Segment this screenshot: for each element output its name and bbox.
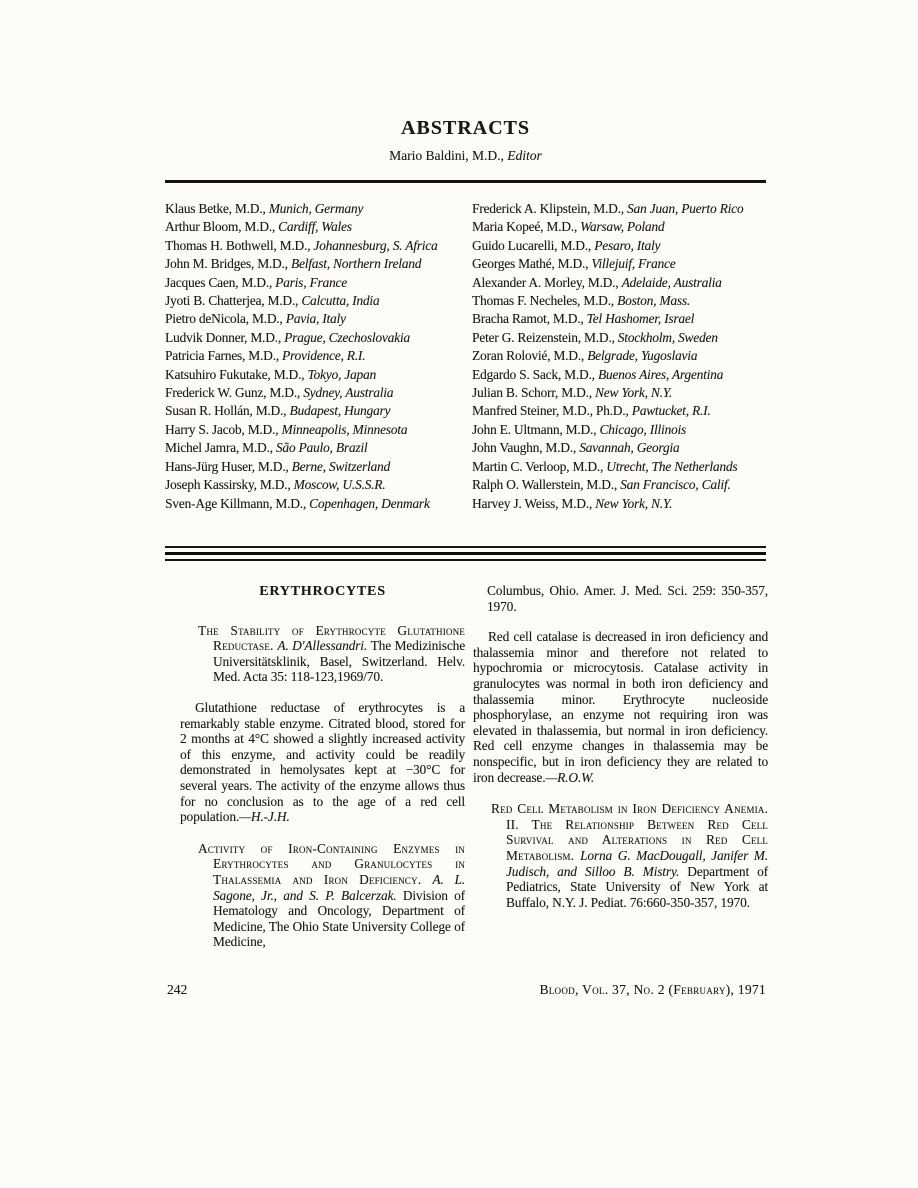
editor-entry: [165, 237, 472, 255]
editor-role: Editor: [507, 148, 542, 163]
editor-entry: [165, 310, 472, 328]
editor-entry: [472, 218, 766, 236]
editor-entry-location: Moscow, U.S.S.R.: [293, 477, 386, 493]
header-rule: [165, 180, 766, 183]
editor-entry: [472, 274, 766, 292]
editor-entry-location: Stockholm, Sweden: [617, 329, 718, 345]
divider-line-bottom: [165, 559, 766, 561]
citation-title: Red Cell Metabolism in Iron Deficiency Anemia. II. The Relationship Between Red Cell Survival and Alterations in Red Cell Metabolism.: [491, 801, 768, 863]
editor-entry-name: Hans-Jürg Huser, M.D.,: [165, 458, 292, 474]
editor-entry: [165, 200, 472, 218]
abstract-citation: [473, 801, 768, 910]
editor-entry-name: Thomas F. Necheles, M.D.,: [472, 293, 618, 309]
reviewer-initials: —H.-J.H.: [239, 809, 290, 825]
editor-entry-location: Sydney, Australia: [303, 385, 394, 401]
editor-entry-name: Ludvik Donner, M.D.,: [165, 329, 285, 345]
editor-entry-name: Manfred Steiner, M.D., Ph.D.,: [472, 403, 632, 419]
editor-entry-location: Paris, France: [275, 274, 347, 290]
citation-affiliation: The Medizinische Universitätsklinik, Basel, Switzerland. Helv. Med. Acta 35: 118-123,1969/70.: [213, 638, 465, 685]
editor-entry-location: Berne, Switzerland: [291, 458, 390, 474]
editor-entry-name: Harvey J. Weiss, M.D.,: [472, 495, 596, 511]
editors-column-right: [472, 200, 766, 513]
editor-entry-location: Johannesburg, S. Africa: [313, 237, 438, 253]
editor-entry-name: Harry S. Jacob, M.D.,: [165, 421, 282, 437]
editor-entry-name: Michel Jamra, M.D.,: [165, 440, 276, 456]
editor-entry-name: Georges Mathé, M.D.,: [472, 256, 592, 272]
citation-affiliation: Division of Hematology and Oncology, Department of Medicine, The Ohio State University College of Medicine,: [213, 887, 465, 950]
abstract-citation: [180, 841, 465, 950]
editor-entry: [165, 458, 472, 476]
editor-entry: [472, 366, 766, 384]
editor-entry: [165, 384, 472, 402]
editorial-board: [165, 200, 766, 513]
editor-entry-location: Utrecht, The Netherlands: [606, 458, 738, 474]
editor-entry-name: Thomas H. Bothwell, M.D.,: [165, 237, 314, 253]
divider-line-middle: [165, 552, 766, 555]
editor-entry: [472, 237, 766, 255]
reviewer-initials: —R.O.W.: [545, 769, 595, 785]
editor-entry-name: Jacques Caen, M.D.,: [165, 274, 276, 290]
editor-entry-location: Belgrade, Yugoslavia: [587, 348, 698, 364]
editor-entry-location: Tokyo, Japan: [307, 366, 376, 382]
editor-entry-location: Providence, R.I.: [282, 348, 366, 364]
citation-continuation-text: Columbus, Ohio. Amer. J. Med. Sci. 259: 350-357, 1970.: [487, 583, 768, 614]
citation-authors: A. L. Sagone, Jr., and S. P. Balcerzak.: [213, 871, 465, 903]
editor-entry-location: Villejuif, France: [591, 256, 676, 272]
citation-authors: A. D'Allessandri.: [277, 638, 371, 654]
editor-entry: [472, 421, 766, 439]
editor-entry-name: Jyoti B. Chatterjea, M.D.,: [165, 293, 302, 309]
journal-footer: Blood, Vol. 37, No. 2 (February), 1971: [539, 982, 766, 997]
abstracts-left-column: [180, 583, 465, 965]
editor-entry: [165, 255, 472, 273]
abstracts-right-column: [473, 583, 768, 965]
editor-entry: [165, 439, 472, 457]
editor-entry-name: Peter G. Reizenstein, M.D.,: [472, 329, 618, 345]
editor-entry-location: Belfast, Northern Ireland: [290, 256, 422, 272]
citation-title: Activity of Iron-Containing Enzymes in Erythrocytes and Granulocytes in Thalassemia and Iron Deficiency.: [198, 840, 465, 887]
editor-entry-location: Pawtucket, R.I.: [631, 403, 711, 419]
editor-entry-location: San Francisco, Calif.: [620, 477, 731, 493]
editor-entry-location: San Juan, Puerto Rico: [627, 201, 744, 216]
editor-entry-name: Sven-Age Killmann, M.D.,: [165, 495, 310, 511]
editor-entry-name: John M. Bridges, M.D.,: [165, 256, 291, 272]
editor-entry-name: Klaus Betke, M.D.,: [165, 201, 269, 216]
editor-entry: [472, 476, 766, 494]
editor-entry-name: Edgardo S. Sack, M.D.,: [472, 366, 598, 382]
editor-entry-location: Chicago, Illinois: [599, 421, 687, 437]
editor-entry-location: Savannah, Georgia: [579, 440, 680, 456]
editor-entry-location: New York, N.Y.: [595, 385, 672, 401]
editor-entry-name: Alexander A. Morley, M.D.,: [472, 274, 622, 290]
editor-entry: [165, 329, 472, 347]
editor-entry-name: Bracha Ramot, M.D.,: [472, 311, 587, 327]
editor-entry-name: Susan R. Hollán, M.D.,: [165, 403, 290, 419]
editor-entry-name: Frederick A. Klipstein, M.D.,: [472, 201, 628, 216]
abstract-body-text: Glutathione reductase of erythrocytes is a remarkably stable enzyme. Citrated blood, stored for 2 months at 4°C showed a slightly increased activity of this enzyme, and activity could be readily demonstrated in hemolysates kept at −30°C for several years. The activity of the enzyme allows thus for no conclusion as to the age of a red cell population.: [180, 699, 465, 825]
editor-entry-name: Arthur Bloom, M.D.,: [165, 219, 279, 235]
citation-continuation: [473, 583, 768, 614]
editor-entry: [165, 218, 472, 236]
page-number: 242: [167, 982, 188, 997]
abstract-body: [180, 700, 465, 825]
editor-entry: [472, 458, 766, 476]
editor-entry-location: New York, N.Y.: [595, 495, 673, 511]
editor-entry: [165, 366, 472, 384]
editor-entry: [472, 310, 766, 328]
abstract-body: [473, 629, 768, 785]
editor-entry-location: Budapest, Hungary: [289, 403, 391, 419]
editor-entry: [165, 421, 472, 439]
editor-entry-name: Frederick W. Gunz, M.D.,: [165, 385, 304, 401]
editor-entry-location: Copenhagen, Denmark: [309, 495, 430, 511]
editor-entry-name: Julian B. Schorr, M.D.,: [472, 385, 595, 401]
editor-entry-location: Prague, Czechoslovakia: [284, 329, 410, 345]
editor-entry-name: Martin C. Verloop, M.D.,: [472, 458, 607, 474]
masthead: [165, 117, 766, 164]
editor-entry-location: São Paulo, Brazil: [275, 440, 368, 456]
editor-entry-location: Adelaide, Australia: [621, 274, 722, 290]
editor-name: Mario Baldini, M.D.,: [389, 148, 504, 163]
abstracts-section: [180, 583, 768, 965]
abstracts-left-blocks: [180, 623, 465, 950]
editor-entry: [165, 347, 472, 365]
editor-entry-name: Zoran Rolovié, M.D.,: [472, 348, 588, 364]
section-heading-erythrocytes: ERYTHROCYTES: [259, 584, 386, 599]
editor-entry-name: Joseph Kassirsky, M.D.,: [165, 477, 294, 493]
editor-entry-location: Boston, Mass.: [617, 293, 691, 309]
editor-entry: [472, 329, 766, 347]
section-divider-rule: [165, 546, 766, 561]
citation-affiliation: Department of Pediatrics, State University of New York at Buffalo, N.Y. J. Pediat. 76:660-350-357, 1970.: [506, 863, 768, 910]
editor-entry-location: Warsaw, Poland: [580, 219, 665, 235]
editor-entry: [472, 347, 766, 365]
editors-column-left: [165, 200, 472, 513]
editor-entry-location: Minneapolis, Minnesota: [281, 421, 408, 437]
editor-entry-name: Pietro deNicola, M.D.,: [165, 311, 286, 327]
editor-entry-name: Ralph O. Wallerstein, M.D.,: [472, 477, 621, 493]
editor-byline: [165, 148, 766, 164]
editor-entry-location: Munich, Germany: [268, 201, 364, 216]
editor-entry: [472, 495, 766, 513]
editor-entry-name: John E. Ultmann, M.D.,: [472, 421, 600, 437]
editor-entry: [165, 292, 472, 310]
editor-entry-location: Pavia, Italy: [285, 311, 346, 327]
editor-entry-name: Katsuhiro Fukutake, M.D.,: [165, 366, 308, 382]
editor-entry: [472, 292, 766, 310]
divider-line-top: [165, 546, 766, 548]
editor-entry: [472, 384, 766, 402]
editor-entry-location: Buenos Aires, Argentina: [597, 366, 724, 382]
editor-entry: [472, 255, 766, 273]
abstract-body-text: Red cell catalase is decreased in iron deficiency and thalassemia minor and therefore not related to hypochromia or microcytosis. Catalase activity in granulocytes was normal in both iron deficiency and thalassemia minor. Erythrocyte nucleoside phosphorylase, an enzyme not requiring iron was elevated in thalassemia, but normal in iron deficiency. Red cell enzyme changes in thalassemia may be nonspecific, but in iron deficiency they are related to iron decrease.: [473, 629, 768, 785]
editor-entry-location: Cardiff, Wales: [278, 219, 352, 235]
page-title: ABSTRACTS: [400, 117, 531, 139]
citation-title: The Stability of Erythrocyte Glutathione Reductase.: [198, 622, 465, 654]
editor-entry: [165, 402, 472, 420]
editor-entry-location: Calcutta, India: [301, 293, 380, 309]
editor-entry-name: Guido Lucarelli, M.D.,: [472, 237, 595, 253]
editor-entry: [472, 402, 766, 420]
editor-entry: [472, 200, 766, 218]
editor-entry-name: Maria Kopeé, M.D.,: [472, 219, 581, 235]
editor-entry: [165, 476, 472, 494]
editor-entry-location: Pesaro, Italy: [594, 237, 661, 253]
editor-entry: [472, 439, 766, 457]
editor-entry-name: John Vaughn, M.D.,: [472, 440, 580, 456]
editor-entry-name: Patricia Farnes, M.D.,: [165, 348, 283, 364]
editor-entry-location: Tel Hashomer, Israel: [586, 311, 695, 327]
editor-entry: [165, 274, 472, 292]
abstract-citation: [180, 623, 465, 685]
editor-entry: [165, 495, 472, 513]
citation-authors: Lorna G. MacDougall, Janifer M. Judisch, and Silloo B. Mistry.: [506, 847, 768, 879]
